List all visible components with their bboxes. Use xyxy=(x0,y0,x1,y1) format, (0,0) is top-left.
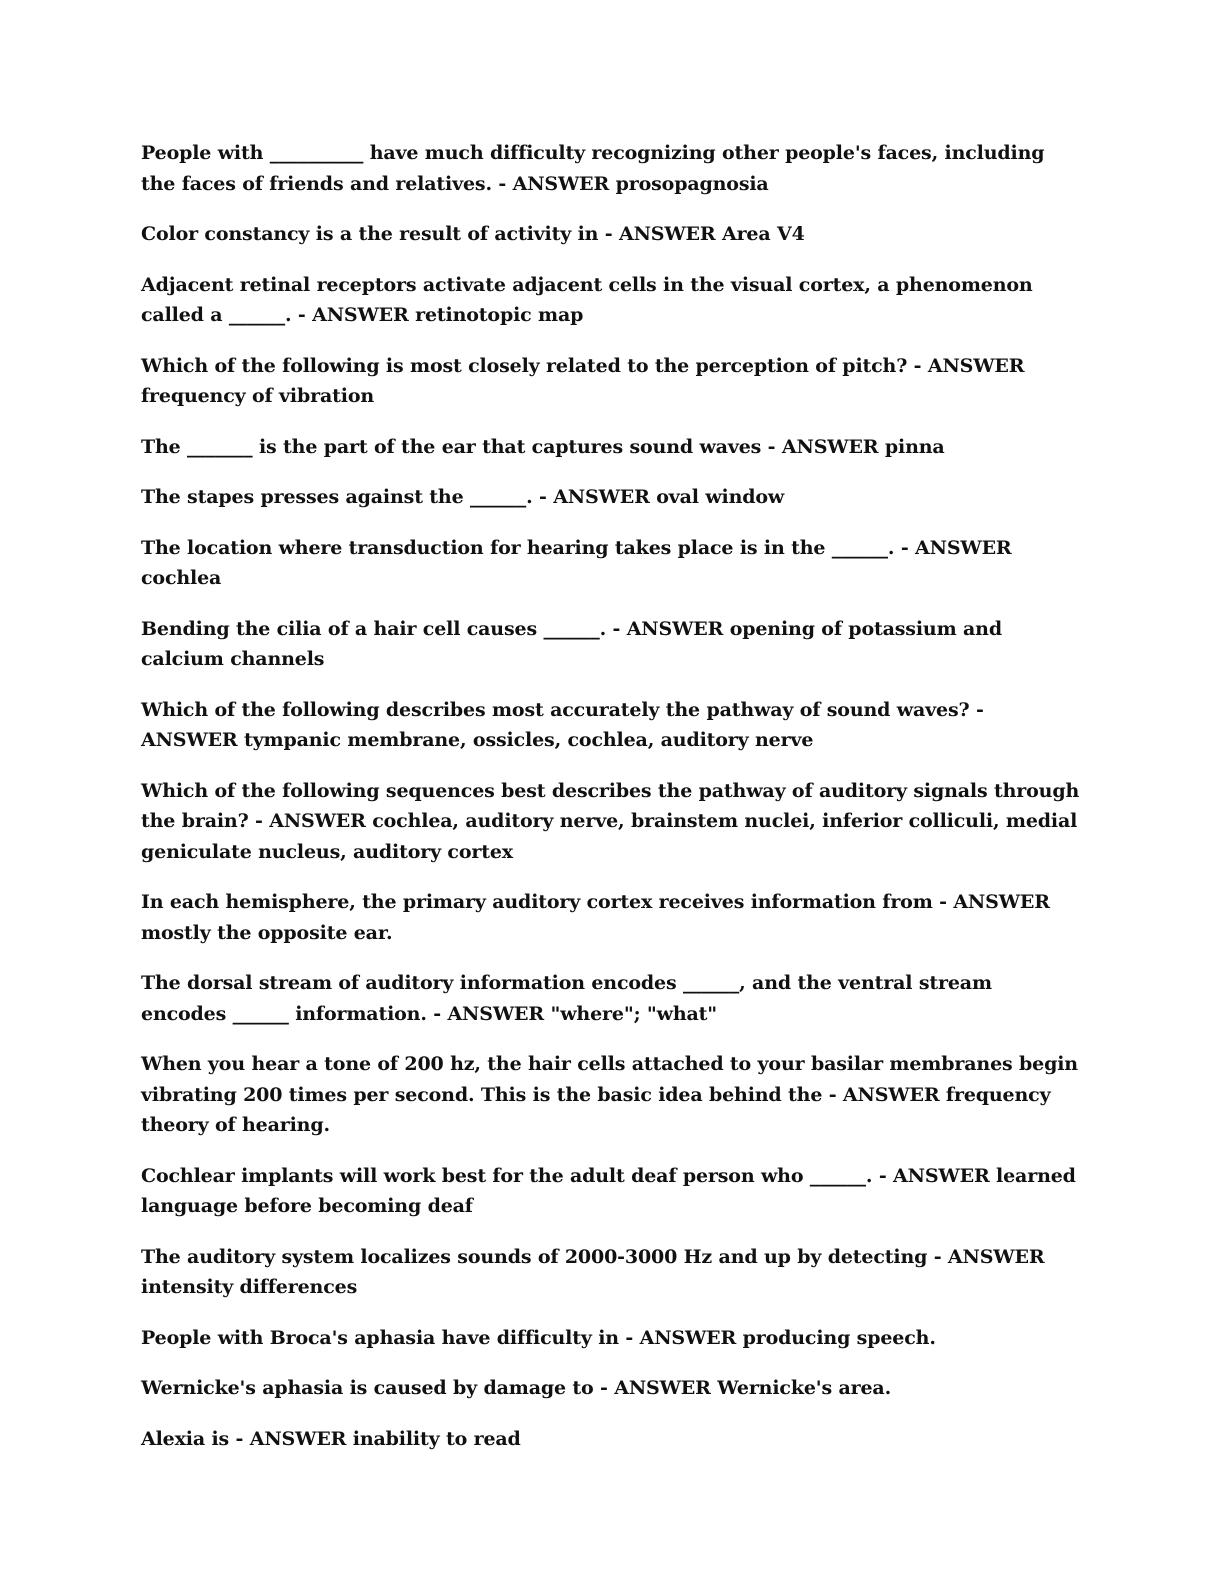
qa-item: Bending the cilia of a hair cell causes ______. - ANSWER opening of potassium and calcium channels xyxy=(141,617,1002,670)
qa-item: When you hear a tone of 200 hz, the hair cells attached to your basilar membranes begin vibrating 200 times per second. This is the basic idea behind the - ANSWER frequency theory of hearing. xyxy=(141,1053,1078,1136)
qa-item: The auditory system localizes sounds of 2000-3000 Hz and up by detecting - ANSWER intensity differences xyxy=(141,1245,1045,1298)
qa-item: Adjacent retinal receptors activate adjacent cells in the visual cortex, a phenomenon called a ______. - ANSWER retinotopic map xyxy=(141,273,1033,326)
qa-item: Color constancy is a the result of activity in - ANSWER Area V4 xyxy=(141,223,805,245)
qa-item: Alexia is - ANSWER inability to read xyxy=(141,1427,521,1450)
qa-item: Which of the following sequences best describes the pathway of auditory signals through the brain? - ANSWER cochlea, auditory nerve, brainstem nuclei, inferior colliculi, medial geniculate nucleus, auditory cortex xyxy=(141,779,1080,863)
qa-item: People with Broca's aphasia have difficulty in - ANSWER producing speech. xyxy=(141,1326,936,1349)
qa-item: The stapes presses against the ______. - ANSWER oval window xyxy=(141,486,785,508)
qa-item: The dorsal stream of auditory information encodes ______, and the ventral stream encodes ______ information. - ANSWER "where"; "what" xyxy=(141,972,992,1025)
qa-item: Cochlear implants will work best for the adult deaf person who ______. - ANSWER learned language before becoming deaf xyxy=(141,1164,1076,1217)
qa-list xyxy=(141,138,1081,1474)
qa-item: Which of the following is most closely related to the perception of pitch? - ANSWER frequency of vibration xyxy=(141,354,1025,407)
qa-item: Wernicke's aphasia is caused by damage to - ANSWER Wernicke's area. xyxy=(141,1377,892,1399)
qa-item: Which of the following describes most accurately the pathway of sound waves? - ANSWER tympanic membrane, ossicles, cochlea, auditory nerve xyxy=(141,698,984,751)
qa-item: The _______ is the part of the ear that captures sound waves - ANSWER pinna xyxy=(141,435,945,458)
qa-item: The location where transduction for hearing takes place is in the ______. - ANSWER cochlea xyxy=(141,536,1012,589)
qa-item: In each hemisphere, the primary auditory cortex receives information from - ANSWER mostly the opposite ear. xyxy=(141,891,1050,944)
qa-item: People with __________ have much difficulty recognizing other people's faces, including the faces of friends and relatives. - ANSWER prosopagnosia xyxy=(141,142,1045,195)
